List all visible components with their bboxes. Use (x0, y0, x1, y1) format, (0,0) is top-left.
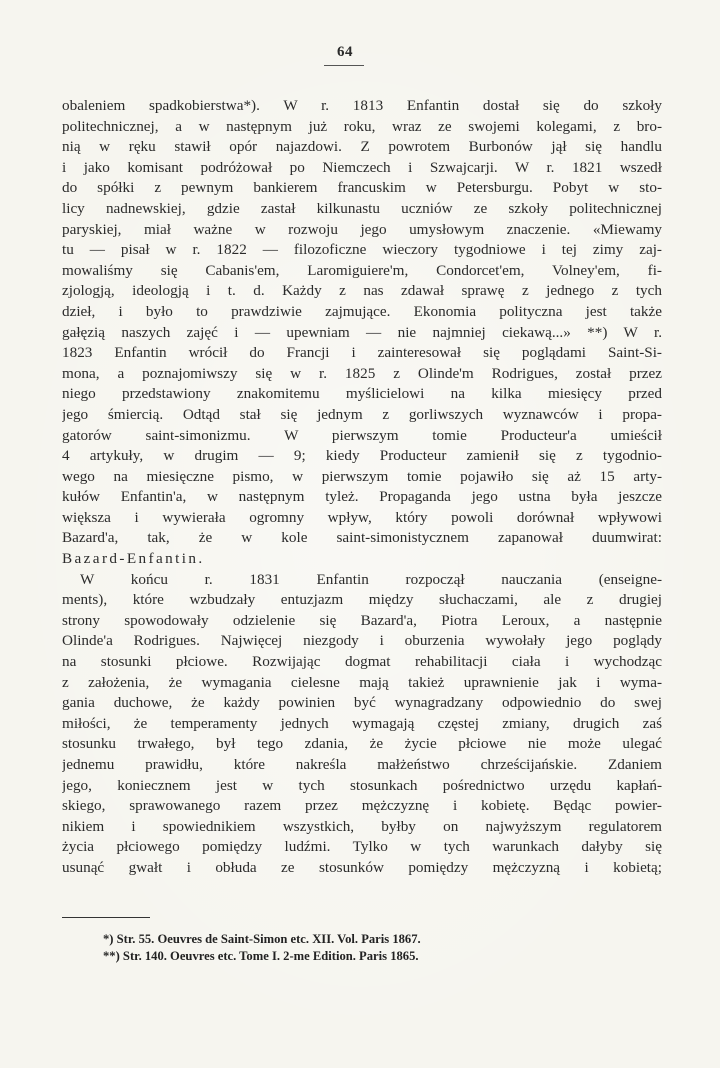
text-line: do spółki z pewnym bankierem francuskim w Petersburgu. Pobyt w sto- (62, 179, 662, 197)
text-line: strony spowodowały odzielenie się Bazard'a, Piotra Leroux, a następnie (62, 611, 662, 629)
footnote-2: **) Str. 140. Oeuvres etc. Tome I. 2-me Edition. Paris 1865. (103, 949, 419, 963)
text-line: paryskiej, miał ważne w rozwoju jego umysłowym znaczenie. «Miewamy (62, 220, 662, 238)
footnote-separator (62, 917, 150, 918)
text-line: wego na miesięczne pismo, w pierwszym tomie pojawiło się aż 15 arty- (62, 467, 662, 485)
page-number: 64 (337, 44, 353, 60)
paragraph-start-line: W końcu r. 1831 Enfantin rozpoczął nauczania (enseigne- (80, 570, 662, 588)
text-line: zjologją, ideologją i t. d. Każdy z nas zdawał sprawę z jednego z tych (62, 282, 662, 300)
text-line: jednemu prawidłu, które nakreśla małżeństwo chrześcijańskie. Zdaniem (62, 756, 662, 773)
text-line: z założenia, że wymagania cielesne mają takież uprawnienie jak i wyma- (62, 673, 662, 691)
text-line: na stosunki płciowe. Rozwijając dogmat rehabilitacji ciała i wychodząc (62, 653, 662, 671)
footnote-1: *) Str. 55. Oeuvres de Saint-Simon etc. XII. Vol. Paris 1867. (103, 932, 421, 946)
text-line: gania duchowe, że każdy powinien być wynagradzany odpowiednio do swej (62, 694, 662, 712)
text-line: obaleniem spadkobierstwa*). W r. 1813 Enfantin dostał się do szkoły (62, 97, 662, 114)
text-line: jego, koniecznem jest w tych stosunkach pośrednictwo urzędu kapłań- (62, 776, 662, 794)
text-line: usunąć gwałt i obłuda ze stosunków pomiędzy mężczyzną i kobietą; (62, 858, 662, 876)
text-line: kułów Enfantin'a, w następnym tyleż. Propaganda jego ustna była jeszcze (62, 488, 662, 506)
text-line: miłości, że temperamenty jednych wymagają częstej zmiany, drugich zaś (62, 714, 662, 732)
text-line: Bazard'a, tak, że w kole saint-simonistycznem zapanował duumwirat: (62, 529, 662, 547)
text-line: stosunku trwałego, był tego zdania, że życie płciowe nie może ulegać (62, 735, 662, 753)
text-line: gatorów saint-simonizmu. W pierwszym tomie Producteur'a umieścił (62, 426, 662, 444)
text-line: mona, a poznajomiwszy się w r. 1825 z Olinde'm Rodrigues, został przez (62, 364, 662, 382)
text-line: gałęzią naszych zajęć i — upewniam — nie najmniej ciekawą...» **) W r. (62, 323, 662, 341)
text-line: politechnicznej, a w następnym już roku, wraz ze swojemi kolegami, z bro- (62, 117, 662, 135)
body-text (62, 96, 662, 879)
text-line: 4 artykuły, w drugim — 9; kiedy Producteur zamienił się z tygodnio- (62, 447, 662, 465)
text-line: dzieł, i było to prawdziwie zajmujące. Ekonomia polityczna jest także (62, 302, 662, 320)
text-line: nią w ręku stawił opór najazdowi. Z powrotem Burbonów jął się handlu (62, 138, 662, 156)
text-line: skiego, sprawowanego razem przez mężczyznę i kobietę. Będąc powier- (62, 797, 662, 815)
text-line: większa i wywierała ogromny wpływ, który powoli dorównał wpływowi (62, 508, 662, 526)
text-line: życia płciowego pomiędzy ludźmi. Tylko w tych warunkach dałyby się (62, 838, 662, 856)
page-number-underline (324, 65, 364, 66)
text-line: mowaliśmy się Cabanis'em, Laromiguiere'm, Condorcet'em, Volney'em, fi- (62, 261, 662, 279)
text-line: ments), które wzbudzały entuzjazm między słuchaczami, ale z drugiej (62, 591, 662, 609)
text-line: niego przedstawiony znakomitemu myślicielowi na kilka miesięcy przed (62, 385, 662, 403)
text-line: i jako komisant podróżował po Niemczech i Szwajcarji. W r. 1821 wszedł (62, 158, 662, 176)
text-line: Bazard-Enfantin. (62, 550, 205, 568)
footnotes (103, 931, 543, 965)
text-line: jego śmiercią. Odtąd stał się jednym z gorliwszych wyznawców i propa- (62, 405, 662, 423)
text-line: Olinde'a Rodrigues. Najwięcej niezgody i oburzenia wywołały jego poglądy (62, 632, 662, 650)
text-line: 1823 Enfantin wrócił do Francji i zainteresował się poglądami Saint-Si- (62, 344, 662, 362)
text-line: nikiem i spowiednikiem wszystkich, byłby on najwyższym regulatorem (62, 817, 662, 835)
text-line: tu — pisał w r. 1822 — filozoficzne wieczory tygodniowe i tej zimy zaj- (62, 241, 662, 259)
text-line: licy nadnewskiej, gdzie zastał kilkunastu uczniów ze szkoły politechnicznej (62, 199, 662, 217)
